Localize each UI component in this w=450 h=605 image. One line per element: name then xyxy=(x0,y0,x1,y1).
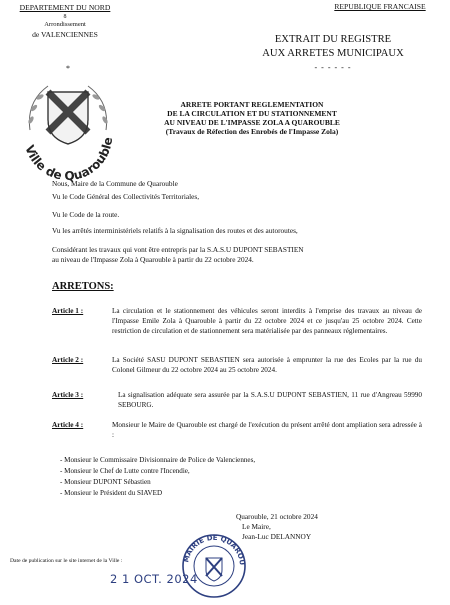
extract-dashes: - - - - - - xyxy=(314,63,352,72)
crest-icon xyxy=(18,72,118,182)
vu-code-route: Vu le Code de la route. xyxy=(52,210,120,219)
considerant-line-1: Considérant les travaux qui vont être entrepris par la S.A.S.U DUPONT SEBASTIEN xyxy=(52,245,304,254)
publication-note: Date de publication sur le site internet de la Ville : xyxy=(10,558,123,564)
decree-title-line-4: (Travaux de Réfection des Enrobés de l'Impasse Zola) xyxy=(165,127,339,136)
list-item: - Monsieur le Commissaire Divisionnaire de Police de Valenciennes, xyxy=(60,456,256,464)
mairie-seal xyxy=(180,532,248,600)
article-3-label: Article 3 : xyxy=(52,390,84,399)
arrondissement-number: 8 xyxy=(63,14,67,20)
vu-cgct: Vu le Code Général des Collectivités Territoriales, xyxy=(52,192,200,201)
header-administrative-block xyxy=(0,2,130,41)
department-label: DEPARTEMENT DU NORD xyxy=(19,3,111,12)
republic-label: REPUBLIQUE FRANCAISE xyxy=(334,2,426,11)
article-3-text: La signalisation adéquate sera assurée par la S.A.S.U DUPONT SEBASTIEN, 11 rue d'Angreau 59990 SEBOURG. xyxy=(118,391,422,409)
recipient-list xyxy=(60,455,255,499)
arrondissement-city: de VALENCIENNES xyxy=(32,30,98,39)
considerant-line-2: au niveau de l'Impasse Zola à Quarouble à partir du 22 octobre 2024. xyxy=(52,255,254,264)
star-separator: * xyxy=(66,64,70,73)
extract-line-2: AUX ARRETES MUNICIPAUX xyxy=(262,48,404,59)
svg-text:MAIRIE DE QUAROUBLE xyxy=(180,532,246,566)
city-logo xyxy=(18,72,118,182)
signature-role: Le Maire, xyxy=(242,522,271,531)
article-4-text: Monsieur le Maire de Quarouble est chargé de l'exécution du présent arrêté dont ampliation sera adressée à : xyxy=(112,421,422,439)
decree-title-line-2: DE LA CIRCULATION ET DU STATIONNEMENT xyxy=(167,109,337,118)
date-stamp: 2 1 OCT. 2024 xyxy=(110,572,198,586)
article-2-label: Article 2 : xyxy=(52,355,84,364)
article-2-text: La Société SASU DUPONT SEBASTIEN sera autorisée à emprunter la rue des Ecoles par la rue du Colonel Gilmeur du 22 octobre 2024 au 25 octobre 2024. xyxy=(112,356,422,374)
signature-name: Jean-Luc DELANNOY xyxy=(242,532,312,541)
article-1-label: Article 1 : xyxy=(52,306,84,315)
decree-title-line-1: ARRETE PORTANT REGLEMENTATION xyxy=(180,100,324,109)
decree-title-line-3: AU NIVEAU DE L'IMPASSE ZOLA A QUAROUBLE xyxy=(164,118,340,127)
mairie-seal-icon xyxy=(180,532,248,600)
signature-place-date: Quarouble, 21 octobre 2024 xyxy=(236,512,318,521)
seal-text: MAIRIE DE QUAROU xyxy=(182,533,247,566)
article-4-label: Article 4 : xyxy=(52,420,84,429)
arretons-heading: ARRETONS: xyxy=(52,281,114,292)
list-item: - Monsieur le Chef de Lutte contre l'Incendie, xyxy=(60,467,190,475)
article-1-text: La circulation et le stationnement des véhicules seront interdits à l'emprise des travaux au niveau de l'Impasse Emile Zola à Quarouble à partir du 22 octobre 2024 et ce jusqu'au 25 octobre 2024. Cette restriction de circulation et de stationnement sera matérialisée par des panneaux réglementaires. xyxy=(112,307,422,335)
arrondissement-label: Arrondissement xyxy=(44,21,86,28)
decree-title xyxy=(122,100,382,136)
vu-arretes: Vu les arrêtés interministériels relatifs à la signalisation des routes et des autoroutes, xyxy=(52,226,298,235)
list-item: - Monsieur DUPONT Sébastien xyxy=(60,478,151,486)
register-extract-heading xyxy=(228,33,438,75)
mayor-line: Nous, Maire de la Commune de Quarouble xyxy=(52,179,178,188)
list-item: - Monsieur le Président du SIAVED xyxy=(60,489,163,497)
logo-text: Ville de Quarouble xyxy=(22,136,116,182)
signature-block xyxy=(236,512,318,542)
extract-line-1: EXTRAIT DU REGISTRE xyxy=(274,34,392,45)
